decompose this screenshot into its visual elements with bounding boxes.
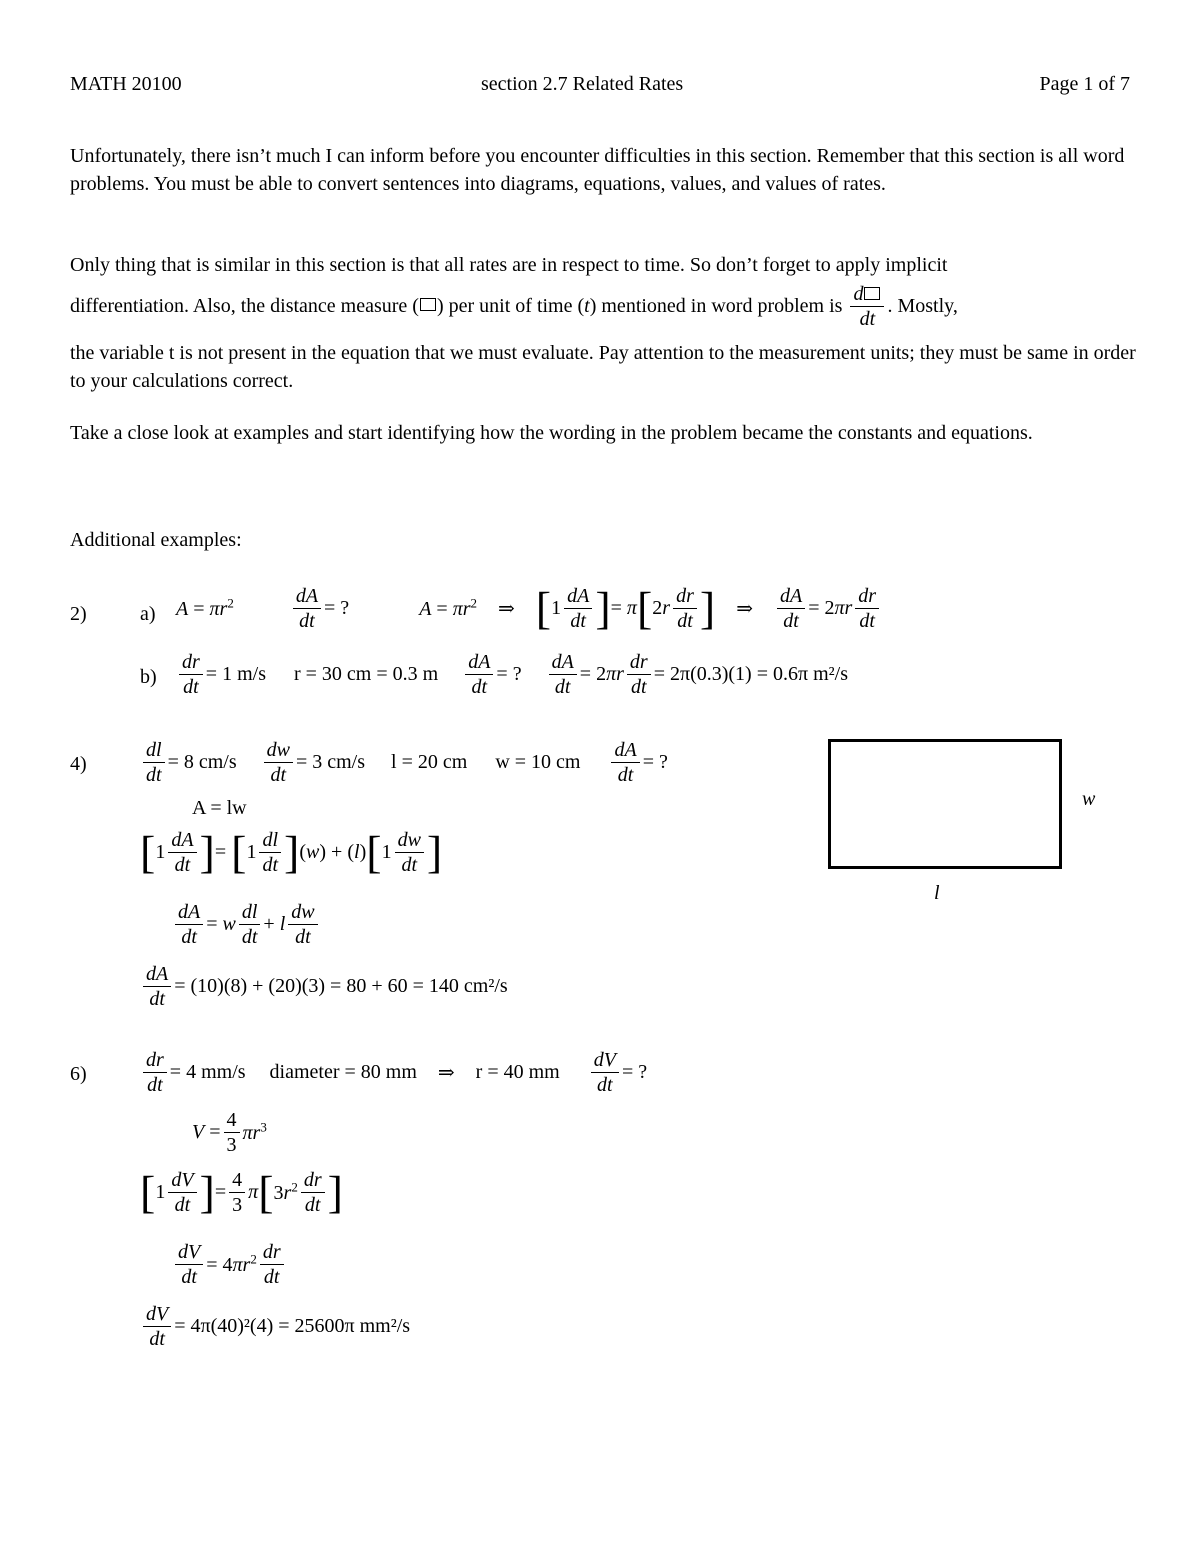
rectangle-diagram — [828, 739, 1062, 869]
example-4-step2: $\frac{dA}{dt}$ = w $\frac{dl}{dt}$ + l $\frac{dw}{dt}$ — [172, 900, 321, 949]
example-2a-equations: $A = \pi r^2$ $\frac{dA}{dt}$ = ? $A = \pi r^2$ ⇒ [1 $\frac{dA}{dt}$ ]= π[2r $\frac{dr}{dt}$ ] ⇒ $\frac{dA}{dt}$ = 2πr $\frac{dr}{dt}$ — [176, 584, 882, 633]
example-4-step1: [1 $\frac{dA}{dt}$ ]= [1 $\frac{dl}{dt}$ ](w) + (l)[1 $\frac{dw}{dt}$ ] — [140, 826, 443, 878]
example-6-formula: V = $\frac{4}{3}$ $\pi r^3$ — [192, 1109, 267, 1156]
example-2a-label: a) — [140, 603, 156, 625]
placeholder-box-icon — [420, 298, 436, 311]
d-box-dt-fraction: $\frac{d}{dt}$ — [850, 282, 884, 331]
diagram-width-label: w — [1082, 788, 1096, 810]
course-code: MATH 20100 — [70, 73, 182, 95]
intro-paragraph-2c: the variable t is not present in the equation that we must evaluate. Pay attention to the measurement units; they must be same in order to your calculations correct. — [70, 342, 1136, 392]
example-6-step2: $\frac{dV}{dt}$ = $4\pi r^2$ $\frac{dr}{dt}$ — [172, 1240, 287, 1289]
example-6-step1: [1 $\frac{dV}{dt}$ ]= $\frac{4}{3}$ $\pi[3r^2$ $\frac{dr}{dt}$ ] — [140, 1166, 343, 1218]
example-2b-label: b) — [140, 666, 157, 688]
example-4-number: 4) — [70, 753, 87, 775]
example-4-result: $\frac{dA}{dt}$ = (10)(8) + (20)(3) = 80 + 60 = 140 cm²/s — [140, 962, 508, 1011]
additional-examples-heading: Additional examples: — [70, 529, 242, 551]
example-2b-equations: $\frac{dr}{dt}$ = 1 m/s r = 30 cm = 0.3 m $\frac{dA}{dt}$ = ? $\frac{dA}{dt}$ = 2πr $\frac{dr}{dt}$ = 2π(0.3)(1) = 0.6π m²/s — [176, 650, 848, 699]
example-2-number: 2) — [70, 603, 87, 625]
intro-paragraph-2a: Only thing that is similar in this section is that all rates are in respect to time. So don’t forget to apply implicit — [70, 254, 948, 276]
example-6-number: 6) — [70, 1063, 87, 1085]
section-title: section 2.7 Related Rates — [481, 73, 684, 95]
intro-paragraph-1: Unfortunately, there isn’t much I can inform before you encounter difficulties in this section. Remember that this section is all word problems. You must be able to convert sentences into diagrams, equations, values, and values of rates. — [70, 145, 1125, 195]
intro-paragraph-2b: differentiation. Also, the distance measure ( ) per unit of time (t) mentioned in word problem is $\frac{d}{dt}$ . Mostly, — [70, 283, 958, 330]
example-6-givens: $\frac{dr}{dt}$ = 4 mm/s diameter = 80 mm ⇒ r = 40 mm $\frac{dV}{dt}$ = ? — [140, 1048, 647, 1097]
example-6-result: $\frac{dV}{dt}$ = 4π(40)²(4) = 25600π mm²/s — [140, 1302, 410, 1351]
example-4-formula: A = lw — [192, 797, 247, 819]
diagram-length-label: l — [934, 882, 940, 904]
page-number: Page 1 of 7 — [1039, 73, 1130, 95]
intro-paragraph-3: Take a close look at examples and start identifying how the wording in the problem became the constants and equations. — [70, 422, 1033, 444]
example-4-givens: $\frac{dl}{dt}$ = 8 cm/s $\frac{dw}{dt}$ = 3 cm/s l = 20 cm w = 10 cm $\frac{dA}{dt}$ = ? — [140, 738, 668, 787]
